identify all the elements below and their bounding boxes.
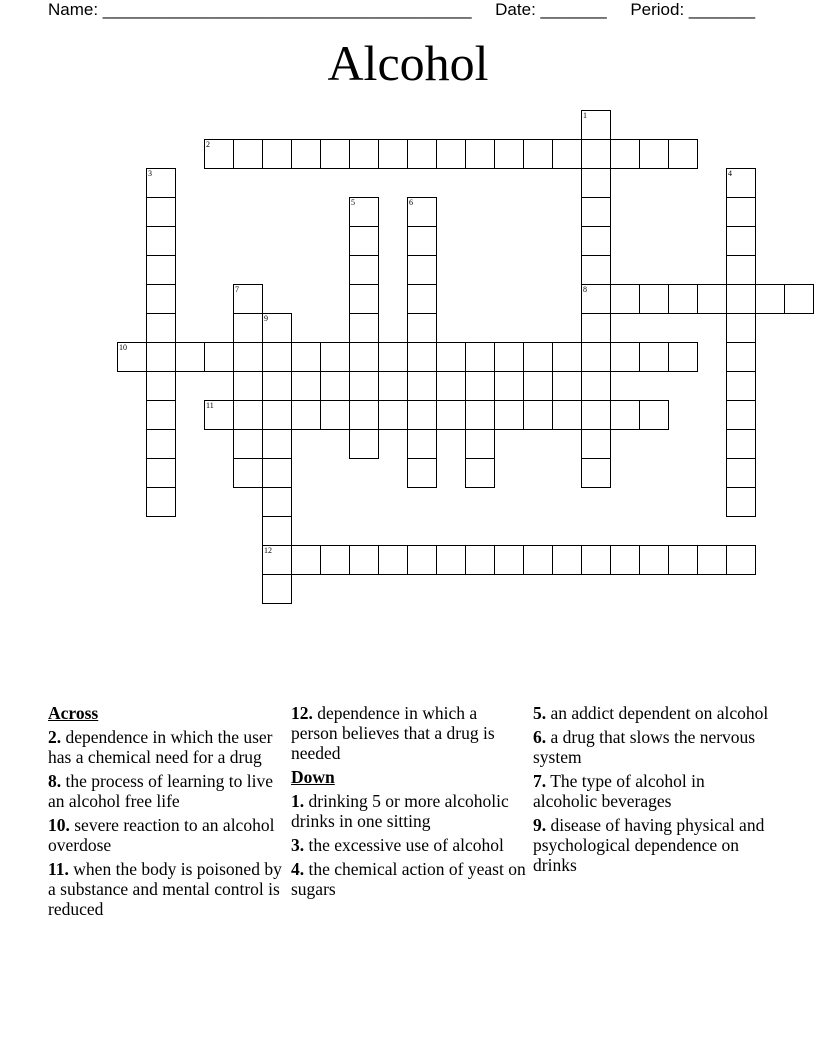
grid-cell[interactable] <box>262 574 292 604</box>
grid-cell[interactable] <box>726 429 756 459</box>
grid-cell[interactable] <box>494 139 524 169</box>
grid-cell[interactable] <box>610 545 640 575</box>
clue-number-6: 6 <box>409 198 413 207</box>
grid-cell[interactable] <box>581 342 611 372</box>
grid-cell[interactable] <box>581 226 611 256</box>
grid-cell[interactable] <box>581 284 611 314</box>
grid-cell[interactable] <box>581 313 611 343</box>
grid-cell[interactable] <box>233 342 263 372</box>
grid-cell[interactable] <box>581 168 611 198</box>
grid-cell[interactable] <box>581 371 611 401</box>
grid-cell[interactable] <box>262 429 292 459</box>
grid-cell[interactable] <box>349 371 379 401</box>
grid-cell[interactable] <box>726 545 756 575</box>
grid-cell[interactable] <box>204 342 234 372</box>
grid-cell[interactable] <box>726 342 756 372</box>
grid-cell[interactable] <box>349 313 379 343</box>
grid-cell[interactable] <box>146 168 176 198</box>
clue-number-11: 11 <box>206 401 214 410</box>
clue-down-6: 6. a drug that slows the nervous system <box>533 727 756 767</box>
grid-cell[interactable] <box>581 255 611 285</box>
clue-number-5: 5 <box>351 198 355 207</box>
grid-cell[interactable] <box>407 400 437 430</box>
grid-cell[interactable] <box>610 139 640 169</box>
grid-cell[interactable] <box>581 197 611 227</box>
grid-cell[interactable] <box>146 342 176 372</box>
grid-cell[interactable] <box>349 284 379 314</box>
grid-cell[interactable] <box>320 400 350 430</box>
grid-cell[interactable] <box>784 284 814 314</box>
grid-cell[interactable] <box>262 487 292 517</box>
grid-cell[interactable] <box>407 342 437 372</box>
clue-number-8: 8 <box>583 285 587 294</box>
grid-cell[interactable] <box>697 545 727 575</box>
grid-cell[interactable] <box>726 487 756 517</box>
date-field[interactable]: Date: _______ <box>495 0 607 19</box>
grid-cell[interactable] <box>610 342 640 372</box>
grid-cell[interactable] <box>407 429 437 459</box>
grid-cell[interactable] <box>494 342 524 372</box>
grid-cell[interactable] <box>146 284 176 314</box>
grid-cell[interactable] <box>697 284 727 314</box>
clue-number-2: 2 <box>206 140 210 149</box>
grid-cell[interactable] <box>726 255 756 285</box>
grid-cell[interactable] <box>407 139 437 169</box>
grid-cell[interactable] <box>436 139 466 169</box>
grid-cell[interactable] <box>407 371 437 401</box>
grid-cell[interactable] <box>465 371 495 401</box>
grid-cell[interactable] <box>494 400 524 430</box>
grid-cell[interactable] <box>146 429 176 459</box>
grid-cell[interactable] <box>146 400 176 430</box>
clue-across-10: 10. severe reaction to an alcohol overdose <box>48 815 275 855</box>
grid-cell[interactable] <box>204 400 234 430</box>
grid-cell[interactable] <box>465 545 495 575</box>
grid-cell[interactable] <box>146 371 176 401</box>
grid-cell[interactable] <box>349 545 379 575</box>
grid-cell[interactable] <box>552 342 582 372</box>
grid-cell[interactable] <box>349 429 379 459</box>
grid-cell[interactable] <box>407 313 437 343</box>
grid-cell[interactable] <box>349 342 379 372</box>
period-field[interactable]: Period: _______ <box>630 0 756 19</box>
clue-down-7: 7. The type of alcohol in alcoholic beverages <box>533 771 705 811</box>
grid-cell[interactable] <box>436 545 466 575</box>
grid-cell[interactable] <box>146 226 176 256</box>
grid-cell[interactable] <box>523 371 553 401</box>
clue-across-2: 2. dependence in which the user has a chemical need for a drug <box>48 727 273 767</box>
grid-cell[interactable] <box>233 400 263 430</box>
page-title: Alcohol <box>327 35 489 91</box>
clue-number-1: 1 <box>583 111 587 120</box>
grid-cell[interactable] <box>407 226 437 256</box>
down-heading: Down <box>291 767 335 787</box>
grid-cell[interactable] <box>726 284 756 314</box>
grid-cell[interactable] <box>610 400 640 430</box>
grid-cell[interactable] <box>407 284 437 314</box>
grid-cell[interactable] <box>262 458 292 488</box>
grid-cell[interactable] <box>407 255 437 285</box>
grid-cell[interactable] <box>668 342 698 372</box>
grid-cell[interactable] <box>262 139 292 169</box>
clue-down-9: 9. disease of having physical and psychological dependence on drinks <box>533 815 765 875</box>
grid-cell[interactable] <box>523 139 553 169</box>
grid-cell[interactable] <box>523 342 553 372</box>
grid-cell[interactable] <box>465 400 495 430</box>
grid-cell[interactable] <box>581 139 611 169</box>
grid-cell[interactable] <box>349 226 379 256</box>
grid-cell[interactable] <box>639 545 669 575</box>
clue-across-12: 12. dependence in which a person believes that a drug is needed <box>291 703 495 763</box>
grid-cell[interactable] <box>726 458 756 488</box>
clue-down-1: 1. drinking 5 or more alcoholic drinks in one sitting <box>291 791 509 831</box>
grid-cell[interactable] <box>146 458 176 488</box>
grid-cell[interactable] <box>291 371 321 401</box>
grid-cell[interactable] <box>378 400 408 430</box>
grid-cell[interactable] <box>146 487 176 517</box>
clue-across-8: 8. the process of learning to live an alcohol free life <box>48 771 274 811</box>
grid-cell[interactable] <box>233 371 263 401</box>
grid-cell[interactable] <box>349 400 379 430</box>
grid-cell[interactable] <box>755 284 785 314</box>
name-field[interactable]: Name: _______________________________________ <box>48 0 472 19</box>
grid-cell[interactable] <box>581 545 611 575</box>
clue-number-12: 12 <box>264 546 272 555</box>
grid-cell[interactable] <box>523 545 553 575</box>
grid-cell[interactable] <box>262 342 292 372</box>
grid-cell[interactable] <box>262 400 292 430</box>
clue-column-1 <box>48 703 284 923</box>
grid-cell[interactable] <box>436 400 466 430</box>
grid-cell[interactable] <box>146 255 176 285</box>
grid-cell[interactable] <box>436 342 466 372</box>
grid-cell[interactable] <box>291 342 321 372</box>
grid-cell[interactable] <box>581 429 611 459</box>
grid-cell[interactable] <box>494 545 524 575</box>
grid-cell[interactable] <box>117 342 147 372</box>
grid-cell[interactable] <box>233 313 263 343</box>
grid-cell[interactable] <box>233 429 263 459</box>
clue-down-3: 3. the excessive use of alcohol <box>291 835 504 855</box>
grid-cell[interactable] <box>639 284 669 314</box>
grid-cell[interactable] <box>668 284 698 314</box>
grid-cell[interactable] <box>552 139 582 169</box>
grid-cell[interactable] <box>407 458 437 488</box>
clue-column-3 <box>533 703 773 879</box>
grid-cell[interactable] <box>465 139 495 169</box>
grid-cell[interactable] <box>291 400 321 430</box>
grid-cell[interactable] <box>349 197 379 227</box>
across-heading: Across <box>48 703 99 723</box>
grid-cell[interactable] <box>378 139 408 169</box>
grid-cell[interactable] <box>726 371 756 401</box>
grid-cell[interactable] <box>639 342 669 372</box>
clue-number-3: 3 <box>148 169 152 178</box>
clue-number-7: 7 <box>235 285 239 294</box>
grid-cell[interactable] <box>581 400 611 430</box>
clue-number-9: 9 <box>264 314 268 323</box>
grid-cell[interactable] <box>407 545 437 575</box>
grid-cell[interactable] <box>465 342 495 372</box>
grid-cell[interactable] <box>552 400 582 430</box>
grid-cell[interactable] <box>610 284 640 314</box>
grid-cell[interactable] <box>726 197 756 227</box>
grid-cell[interactable] <box>407 197 437 227</box>
grid-cell[interactable] <box>262 545 292 575</box>
grid-cell[interactable] <box>378 545 408 575</box>
grid-cell[interactable] <box>146 313 176 343</box>
grid-cell[interactable] <box>233 284 263 314</box>
grid-cell[interactable] <box>233 458 263 488</box>
grid-cell[interactable] <box>726 168 756 198</box>
grid-cell[interactable] <box>320 545 350 575</box>
grid-cell[interactable] <box>291 139 321 169</box>
grid-cell[interactable] <box>262 313 292 343</box>
grid-cell[interactable] <box>320 139 350 169</box>
grid-cell[interactable] <box>291 545 321 575</box>
grid-cell[interactable] <box>639 139 669 169</box>
grid-cell[interactable] <box>581 110 611 140</box>
grid-cell[interactable] <box>465 429 495 459</box>
grid-cell[interactable] <box>320 342 350 372</box>
clue-down-4: 4. the chemical action of yeast on sugars <box>291 859 526 899</box>
grid-cell[interactable] <box>668 139 698 169</box>
grid-cell[interactable] <box>639 400 669 430</box>
grid-cell[interactable] <box>581 458 611 488</box>
grid-cell[interactable] <box>726 313 756 343</box>
clue-number-10: 10 <box>119 343 127 352</box>
grid-cell[interactable] <box>726 226 756 256</box>
grid-cell[interactable] <box>204 139 234 169</box>
grid-cell[interactable] <box>146 197 176 227</box>
grid-cell[interactable] <box>378 342 408 372</box>
clue-down-5: 5. an addict dependent on alcohol <box>533 703 769 723</box>
grid-cell[interactable] <box>552 545 582 575</box>
clue-number-4: 4 <box>728 169 732 178</box>
clue-across-11: 11. when the body is poisoned by a substance and mental control is reduced <box>48 859 282 919</box>
grid-cell[interactable] <box>175 342 205 372</box>
grid-cell[interactable] <box>349 139 379 169</box>
grid-cell[interactable] <box>726 400 756 430</box>
grid-cell[interactable] <box>523 400 553 430</box>
grid-cell[interactable] <box>349 255 379 285</box>
clue-column-2 <box>291 703 527 903</box>
grid-cell[interactable] <box>465 458 495 488</box>
grid-cell[interactable] <box>668 545 698 575</box>
grid-cell[interactable] <box>262 516 292 546</box>
grid-cell[interactable] <box>233 139 263 169</box>
